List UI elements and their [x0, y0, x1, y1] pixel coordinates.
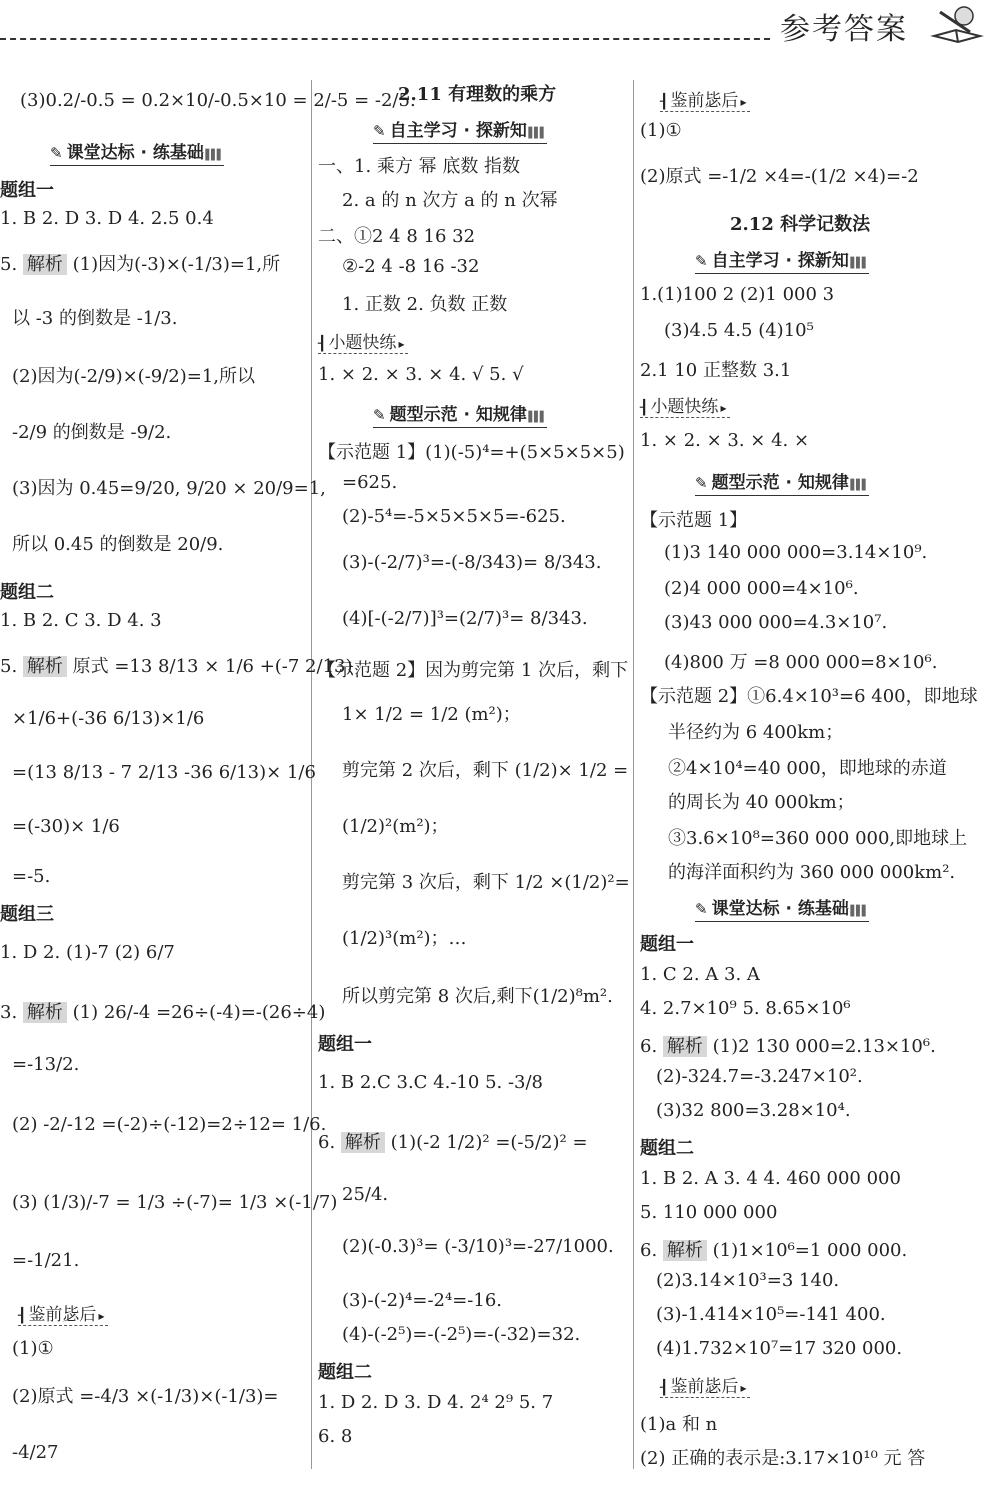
answer-line: 5. 解析 (1)因为(-3)×(-1/3)=1,所 [0, 254, 281, 275]
answer-line: 1.(1)100 2 (2)1 000 3 [640, 284, 835, 305]
answer-line: (3)43 000 000=4.3×10⁷. [664, 612, 888, 633]
answer-line: (4)[-(-2/7)]³=(2/7)³= 8/343. [342, 608, 588, 629]
answer-line: 6. 解析 (1)2 130 000=2.13×10⁶. [640, 1036, 936, 1057]
sub-heading: ┨ 鉴前毖后 ▸ [18, 1300, 108, 1326]
column-divider [633, 80, 634, 1469]
answer-line: 6. 解析 (1)1×10⁶=1 000 000. [640, 1240, 908, 1261]
answer-line: 剪完第 2 次后，剩下 (1/2)× 1/2 = [342, 760, 629, 781]
answer-line: 的海洋面积约为 360 000 000km². [668, 862, 956, 883]
answer-line: 【示范题 1】(1)(-5)⁴=+(5×5×5×5) [318, 442, 625, 463]
pen-icon: ✎ [373, 122, 386, 140]
answer-line: 1. D 2. D 3. D 4. 2⁴ 2⁹ 5. 7 [318, 1392, 554, 1413]
answer-line: ②4×10⁴=40 000，即地球的赤道 [668, 758, 947, 779]
answer-line: =-5. [12, 866, 51, 887]
section-heading: ✎ 题型示范 · 知规律 ▌▌▌ [695, 468, 869, 496]
answer-line: 5. 解析 原式 =13 8/13 × 1/6 +(-7 2/13) [0, 656, 353, 677]
answer-line: 所以 0.45 的倒数是 20/9. [12, 534, 224, 555]
header-divider [0, 38, 770, 40]
pen-icon: ✎ [695, 900, 708, 918]
sub-heading: ┨ 鉴前毖后 ▸ [660, 86, 750, 112]
answer-line: (2)3.14×10³=3 140. [656, 1270, 840, 1291]
analysis-tag: 解析 [23, 656, 67, 677]
group-heading: 题组一 [640, 934, 694, 955]
answer-line: (2)因为(-2/9)×(-9/2)=1,所以 [12, 366, 256, 387]
pen-icon: ✎ [50, 144, 63, 162]
answer-line: (1/2)²(m²)； [342, 816, 449, 837]
book-pen-icon [930, 2, 986, 44]
answer-line: (3)-(-2/7)³=-(-8/343)= 8/343. [342, 552, 602, 573]
answer-column-2 [318, 70, 633, 1489]
answer-line: (2)-5⁴=-5×5×5×5=-625. [342, 506, 566, 527]
answer-line: (2)-324.7=-3.247×10². [656, 1066, 863, 1087]
answer-line: ③3.6×10⁸=360 000 000,即地球上 [668, 828, 968, 849]
answer-line: (2)原式 =-4/3 ×(-1/3)×(-1/3)= [12, 1386, 279, 1407]
answer-line: (2) -2/-12 =(-2)÷(-12)=2÷12= 1/6. [12, 1114, 327, 1135]
answer-line: -2/9 的倒数是 -9/2. [12, 422, 172, 443]
section-heading: ✎ 自主学习 · 探新知 ▌▌▌ [373, 116, 547, 144]
answer-line: 一、1. 乘方 幂 底数 指数 [318, 156, 521, 177]
answer-line: ②-2 4 -8 16 -32 [342, 256, 480, 277]
answer-line: 【示范题 1】 [640, 510, 748, 531]
group-heading: 题组一 [0, 180, 54, 201]
answer-line: =-1/21. [12, 1250, 80, 1271]
answer-line: 以 -3 的倒数是 -1/3. [12, 308, 178, 329]
answer-line: 1. B 2. D 3. D 4. 2.5 0.4 [0, 208, 214, 229]
answer-line: 1. B 2. A 3. 4 4. 460 000 000 [640, 1168, 901, 1189]
analysis-tag: 解析 [23, 1002, 67, 1023]
answer-line: (2)(-0.3)³= (-3/10)³=-27/1000. [342, 1236, 614, 1257]
analysis-tag: 解析 [341, 1132, 385, 1153]
answer-line: 1. 正数 2. 负数 正数 [342, 294, 508, 315]
group-heading: 题组二 [318, 1362, 372, 1383]
answer-line: 2. a 的 n 次方 a 的 n 次幂 [342, 190, 558, 211]
answer-line: 1× 1/2 = 1/2 (m²)； [342, 704, 521, 725]
answer-line: 6. 解析 (1)(-2 1/2)² =(-5/2)² = [318, 1132, 588, 1153]
lesson-title: 2.12 科学记数法 [730, 214, 871, 235]
answer-column-3 [640, 70, 1000, 1489]
page-header [0, 0, 1000, 48]
answer-line: 2.1 10 正整数 3.1 [640, 360, 792, 381]
section-heading: ✎ 题型示范 · 知规律 ▌▌▌ [373, 400, 547, 428]
answer-line: 所以剪完第 8 次后,剩下(1/2)⁸m². [342, 986, 613, 1007]
answer-line: 1. B 2. C 3. D 4. 3 [0, 610, 162, 631]
answer-line: 的周长为 40 000km； [668, 792, 855, 813]
answer-line: (3)4.5 4.5 (4)10⁵ [664, 320, 814, 341]
answer-line: (3)因为 0.45=9/20, 9/20 × 20/9=1, [12, 478, 326, 499]
group-heading: 题组二 [640, 1138, 694, 1159]
answer-line: ×1/6+(-36 6/13)×1/6 [12, 708, 205, 729]
answer-line: (1)a 和 n [640, 1414, 718, 1435]
answer-line: 1. B 2.C 3.C 4.-10 5. -3/8 [318, 1072, 544, 1093]
group-heading: 题组一 [318, 1034, 372, 1055]
answer-line: (2)原式 =-1/2 ×4=-(1/2 ×4)=-2 [640, 166, 919, 187]
pen-icon: ✎ [373, 406, 386, 424]
answer-line: (3) (1/3)/-7 = 1/3 ÷(-7)= 1/3 ×(-1/7) [12, 1192, 338, 1213]
answer-line: -4/27 [12, 1442, 59, 1463]
answer-line: (3)32 800=3.28×10⁴. [656, 1100, 851, 1121]
answer-line: 1. × 2. × 3. × 4. √ 5. √ [318, 364, 524, 385]
sub-heading: ┨ 小题快练 ▸ [318, 328, 408, 354]
section-heading: ✎ 课堂达标 · 练基础 ▌▌▌ [50, 138, 224, 166]
answer-line: (3)-1.414×10⁵=-141 400. [656, 1304, 886, 1325]
answer-line: 3. 解析 (1) 26/-4 =26÷(-4)=-(26÷4) [0, 1002, 326, 1023]
answer-line: 25/4. [342, 1184, 389, 1205]
answer-line: =(13 8/13 - 7 2/13 -36 6/13)× 1/6 [12, 762, 316, 783]
answer-line: =625. [342, 472, 398, 493]
group-heading: 题组二 [0, 582, 54, 603]
answer-line: (2) 正确的表示是:3.17×10¹⁰ 元 答 [640, 1448, 926, 1469]
answer-line: 二、①2 4 8 16 32 [318, 226, 476, 247]
lesson-title: 2.11 有理数的乘方 [398, 84, 557, 105]
answer-line: =-13/2. [12, 1054, 80, 1075]
answer-line: 5. 110 000 000 [640, 1202, 778, 1223]
answer-line: (1/2)³(m²)；… [342, 928, 467, 949]
answer-line: (1)① [12, 1338, 54, 1359]
sub-heading: ┨ 小题快练 ▸ [640, 392, 730, 418]
answer-line: 【示范题 2】①6.4×10³=6 400，即地球 [640, 686, 978, 707]
answer-line: 1. × 2. × 3. × 4. × [640, 430, 810, 451]
answer-line: (4)800 万 =8 000 000=8×10⁶. [664, 652, 938, 673]
pen-icon: ✎ [695, 252, 708, 270]
analysis-tag: 解析 [23, 254, 67, 275]
answer-line: 1. C 2. A 3. A [640, 964, 760, 985]
answer-line: (4)1.732×10⁷=17 320 000. [656, 1338, 903, 1359]
answer-line: 1. D 2. (1)-7 (2) 6/7 [0, 942, 175, 963]
answer-line: 6. 8 [318, 1426, 353, 1447]
answer-line: (1)① [640, 120, 682, 141]
answer-line: 剪完第 3 次后，剩下 1/2 ×(1/2)²= [342, 872, 630, 893]
analysis-tag: 解析 [663, 1240, 707, 1261]
page-title: 参考答案 [780, 12, 908, 47]
answer-line: (3)-(-2)⁴=-2⁴=-16. [342, 1290, 502, 1311]
section-heading: ✎ 自主学习 · 探新知 ▌▌▌ [695, 246, 869, 274]
section-heading: ✎ 课堂达标 · 练基础 ▌▌▌ [695, 894, 869, 922]
pen-icon: ✎ [695, 474, 708, 492]
answer-line: (4)-(-2⁵)=-(-2⁵)=-(-32)=32. [342, 1324, 581, 1345]
group-heading: 题组三 [0, 904, 54, 925]
answer-line: 半径约为 6 400km； [668, 722, 844, 743]
answer-line: (1)3 140 000 000=3.14×10⁹. [664, 542, 928, 563]
answer-line: (2)4 000 000=4×10⁶. [664, 578, 859, 599]
answer-line: 4. 2.7×10⁹ 5. 8.65×10⁶ [640, 998, 851, 1019]
analysis-tag: 解析 [663, 1036, 707, 1057]
answer-line: 【示范题 2】因为剪完第 1 次后，剩下 [318, 660, 629, 681]
sub-heading: ┨ 鉴前毖后 ▸ [660, 1372, 750, 1398]
answer-line: =(-30)× 1/6 [12, 816, 120, 837]
answer-line: (3)0.2/-0.5 = 0.2×10/-0.5×10 = 2/-5 = -2/5. [20, 90, 416, 111]
